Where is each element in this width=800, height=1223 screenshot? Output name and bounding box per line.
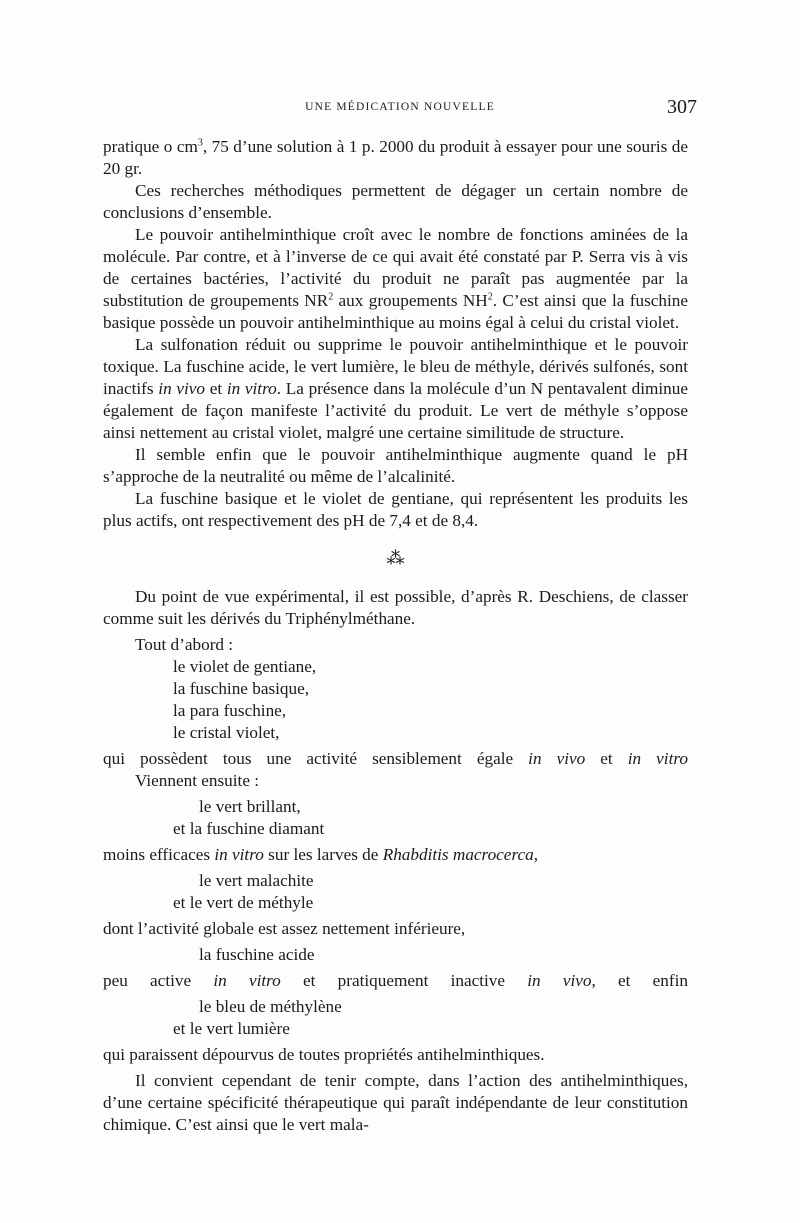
page-number: 307 — [667, 96, 697, 118]
list-item: et le vert lumière — [173, 1019, 290, 1038]
list-item: la fuschine basique, — [173, 679, 310, 698]
viennent-heading: Viennent ensuite : — [135, 771, 260, 790]
paragraph-4: La sulfonation réduit ou supprime le pouvoir antihelminthique et le pouvoir toxique. La fuschine acide, le vert lumière, le bleu de méthyle, dérivés sulfonés, sont inactifs in vivo et in vitro. La présence dans la molécule d’un N pentavalent diminue également de façon manifeste l’activité du produit. Le vert de méthyle s’oppose ainsi nettement au cristal violet, malgré une certaine similitude de structure. — [103, 335, 688, 442]
line-peu-active: peu active in vitro et pratiquement inactive in vivo, et enfin — [103, 971, 688, 990]
paragraph-7: Du point de vue expérimental, il est possible, d’après R. Deschiens, de classer comme suit les dérivés du Triphénylméthane. — [103, 587, 688, 628]
paragraph-1: pratique o $cm^3$, 75 d’une solution à 1 p. 2000 du produit à essayer pour une souris de 20 gr. — [103, 137, 688, 178]
section-separator: ⁂ — [386, 548, 405, 568]
body-text — [103, 136, 688, 1136]
paragraph-5: Il semble enfin que le pouvoir antihelminthique augmente quand le pH s’approche de la neutralité ou même de l’alcalinité. — [103, 445, 688, 486]
list-item: le bleu de méthylène — [199, 997, 342, 1016]
paragraph-3: Le pouvoir antihelminthique croît avec le nombre de fonctions aminées de la molécule. Par contre, et à l’inverse de ce qui avait été constaté par P. Serra vis à vis de certaines bactéries, l’activité du produit ne paraît pas augmentée par la substitution de groupements $NR^2$ aux groupements $NH^2$. C’est ainsi que la fuschine basique possède un pouvoir antihelminthique au moins égal à celui du cristal violet. — [103, 225, 688, 332]
running-title: UNE MÉDICATION NOUVELLE — [305, 101, 495, 113]
line-qui-possedent: qui possèdent tous une activité sensiblement égale in vivo et in vitro — [103, 749, 688, 768]
tout-dabord-heading: Tout d’abord : — [135, 635, 234, 654]
list-item: le violet de gentiane, — [173, 657, 317, 676]
page-header — [103, 96, 697, 120]
list-item: le vert brillant, — [199, 797, 301, 816]
list-item: le cristal violet, — [173, 723, 280, 742]
paragraph-6: La fuschine basique et le violet de gentiane, qui représentent les produits les plus actifs, ont respectivement des pH de 7,4 et de 8,4. — [103, 489, 688, 530]
line-moins-efficaces: moins efficaces in vitro sur les larves de Rhabditis macrocerca, — [103, 845, 539, 864]
line-qui-paraissent: qui paraissent dépourvus de toutes propriétés antihelminthiques. — [103, 1045, 545, 1064]
list-item: le vert malachite — [199, 871, 314, 890]
paragraph-2: Ces recherches méthodiques permettent de dégager un certain nombre de conclusions d’ensemble. — [103, 181, 688, 222]
list-item: la para fuschine, — [173, 701, 287, 720]
list-item: et la fuschine diamant — [173, 819, 325, 838]
line-dont: dont l’activité globale est assez nettement inférieure, — [103, 919, 466, 938]
paragraph-8: Il convient cependant de tenir compte, dans l’action des antihelminthiques, d’une certaine spécificité thérapeutique qui paraît indépendante de leur constitution chimique. C’est ainsi que le vert mala- — [103, 1071, 688, 1134]
list-item: et le vert de méthyle — [173, 893, 314, 912]
list-item: la fuschine acide — [199, 945, 315, 964]
